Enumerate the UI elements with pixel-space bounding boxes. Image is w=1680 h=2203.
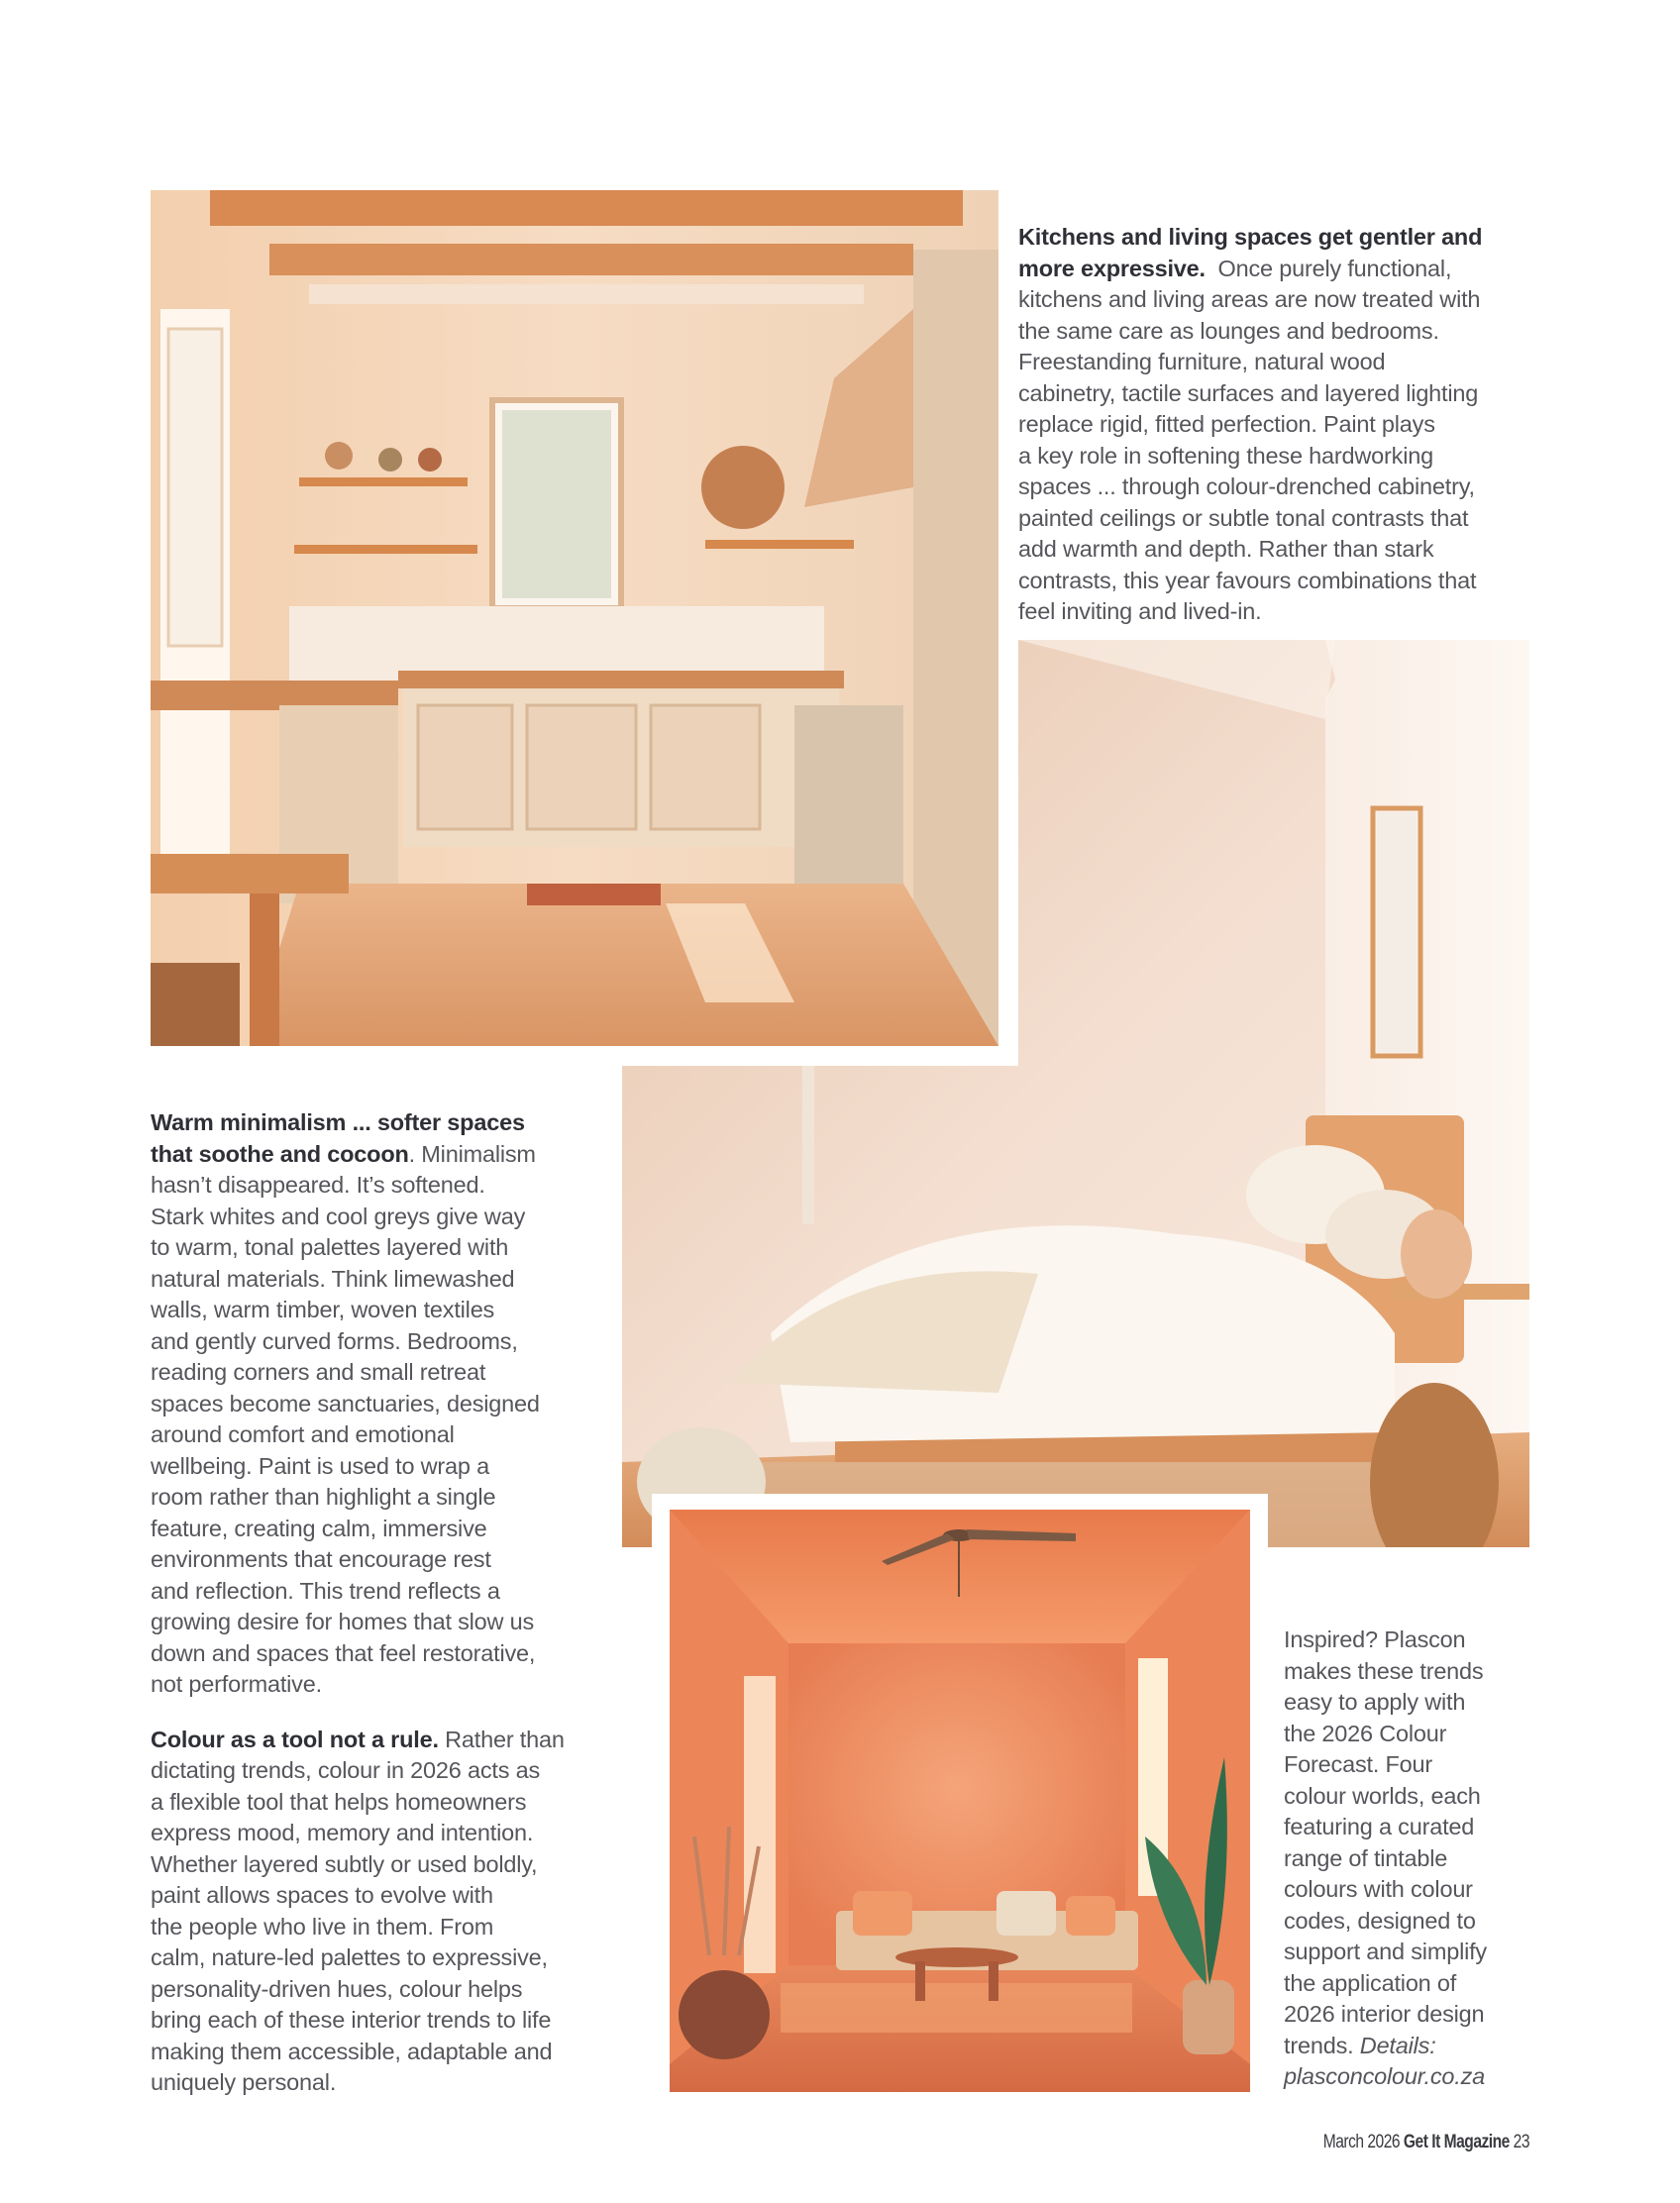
colour-tool-paragraph: Colour as a tool not a rule. Rather than dictating trends, colour in 2026 acts as a flexible tool that helps homeowners express mood, memory and intention. Whether layered subtly or used boldly, paint allows spaces to evolve with the people who live in them. From calm, nature-led palettes to expressive, personality-driven hues, colour helps bring each of these interior trends to life making them accessible, adaptable and uniquely personal. — [151, 1726, 565, 2095]
folio-page-number: 23 — [1513, 2132, 1529, 2152]
kitchens-heading: Kitchens and living spaces get gentler and more expressive. — [1018, 224, 1483, 281]
kitchen-photo — [151, 190, 998, 1046]
folio-date: March 2026 — [1322, 2132, 1401, 2152]
kitchens-paragraph: Kitchens and living spaces get gentler and more expressive. Once purely functional, kitchens and living areas are now treated with the same care as lounges and bedrooms. Freestanding furniture, natural wood cabinetry, tactile surfaces and layered lighting replace rigid, fitted perfection. Paint plays a key role in softening these hardworking spaces ... through colour-drenched cabinetry, painted ceilings or subtle tonal contrasts that add warmth and depth. Rather than stark contrasts, this year favours combinations that feel inviting and lived-in. — [1018, 224, 1483, 624]
page-folio — [1323, 2132, 1529, 2153]
colour-tool-heading: Colour as a tool not a rule. — [151, 1726, 439, 1752]
kitchens-section — [1018, 222, 1533, 628]
folio-publication: Get It Magazine — [1403, 2132, 1510, 2152]
left-column — [151, 1107, 616, 2099]
plascon-sidebar — [1284, 1625, 1531, 2093]
warm-minimalism-heading: Warm minimalism ... softer spaces that soothe and cocoon — [151, 1109, 525, 1167]
orange-room-photo — [670, 1510, 1250, 2092]
warm-minimalism-paragraph: Warm minimalism ... softer spaces that soothe and cocoon. Minimalism hasn’t disappeared. It’s softened. Stark whites and cool greys give way to warm, tonal palettes layered with natural materials. Think limewashed walls, warm timber, woven textiles and gently curved forms. Bedrooms, reading corners and small retreat spaces become sanctuaries, designed around comfort and emotional wellbeing. Paint is used to wrap a room rather than highlight a single feature, creating calm, immersive environments that encourage rest and reflection. This trend reflects a growing desire for homes that slow us down and spaces that feel restorative, not performative. — [151, 1109, 540, 1697]
details-label: Details: — [1359, 2032, 1436, 2058]
sidebar-paragraph: Inspired? Plascon makes these trends easy to apply with the 2026 Colour Forecast. Four colour worlds, each featuring a curated range of tintable colours with colour codes, designed to support and simplify the application of 2026 interior design trends. Details: plasconcolour.co.za — [1284, 1626, 1487, 2089]
plascon-url[interactable]: plasconcolour.co.za — [1284, 2063, 1486, 2089]
